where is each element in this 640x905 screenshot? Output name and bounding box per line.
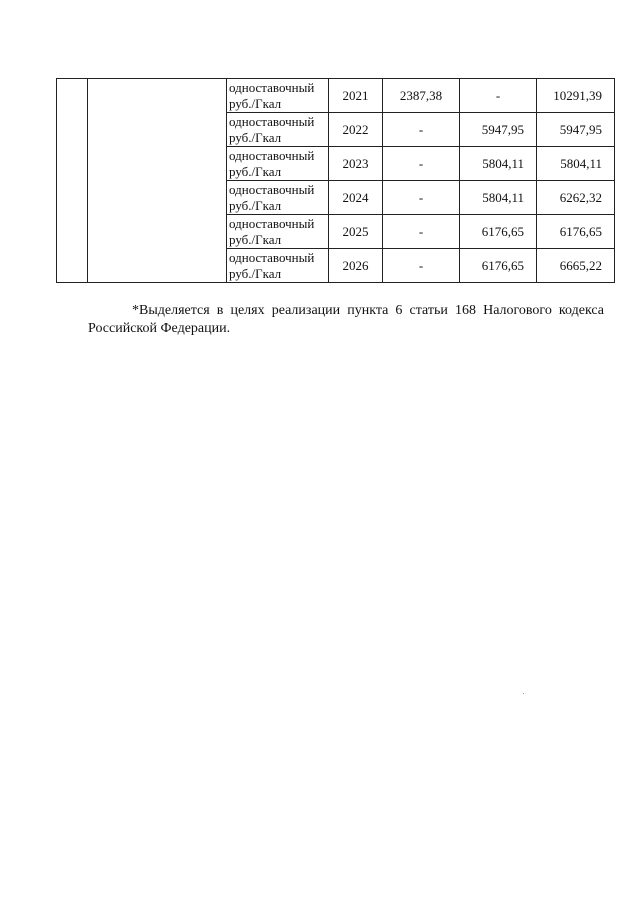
unit-measure: руб./Гкал — [229, 95, 282, 111]
value-b-cell: - — [460, 79, 537, 113]
year-cell: 2024 — [329, 181, 383, 215]
year-cell: 2026 — [329, 249, 383, 283]
value-c-cell: 6176,65 — [537, 215, 615, 249]
value-a-cell: - — [383, 113, 460, 147]
unit-cell — [227, 79, 329, 113]
tariff-table — [56, 78, 615, 283]
value-a-cell: 2387,38 — [383, 79, 460, 113]
unit-type: одноставочный — [229, 113, 315, 129]
year-cell: 2022 — [329, 113, 383, 147]
unit-type: одноставочный — [229, 249, 315, 265]
unit-type: одноставочный — [229, 147, 315, 163]
value-c-cell: 5947,95 — [537, 113, 615, 147]
unit-cell — [227, 181, 329, 215]
year-cell: 2025 — [329, 215, 383, 249]
empty-index-cell — [57, 79, 88, 283]
unit-measure: руб./Гкал — [229, 129, 282, 145]
value-a-cell: - — [383, 181, 460, 215]
value-c-cell: 6665,22 — [537, 249, 615, 283]
value-a-cell: - — [383, 147, 460, 181]
value-a-cell: - — [383, 249, 460, 283]
unit-type: одноставочный — [229, 215, 315, 231]
unit-cell — [227, 215, 329, 249]
scan-artifact — [523, 693, 524, 694]
value-b-cell: 6176,65 — [460, 249, 537, 283]
unit-measure: руб./Гкал — [229, 163, 282, 179]
unit-measure: руб./Гкал — [229, 197, 282, 213]
empty-name-cell — [88, 79, 227, 283]
table-row — [57, 79, 615, 113]
unit-cell — [227, 147, 329, 181]
footnote: *Выделяется в целях реализации пункта 6 статьи 168 Налогового кодекса Российской Федерации. — [88, 303, 604, 336]
value-b-cell: 6176,65 — [460, 215, 537, 249]
value-b-cell: 5947,95 — [460, 113, 537, 147]
value-c-cell: 5804,11 — [537, 147, 615, 181]
unit-cell — [227, 249, 329, 283]
unit-measure: руб./Гкал — [229, 231, 282, 247]
value-c-cell: 6262,32 — [537, 181, 615, 215]
value-c-cell: 10291,39 — [537, 79, 615, 113]
unit-cell — [227, 113, 329, 147]
value-b-cell: 5804,11 — [460, 181, 537, 215]
year-cell: 2021 — [329, 79, 383, 113]
unit-type: одноставочный — [229, 181, 315, 197]
value-a-cell: - — [383, 215, 460, 249]
unit-measure: руб./Гкал — [229, 265, 282, 281]
unit-type: одноставочный — [229, 79, 315, 95]
value-b-cell: 5804,11 — [460, 147, 537, 181]
year-cell: 2023 — [329, 147, 383, 181]
